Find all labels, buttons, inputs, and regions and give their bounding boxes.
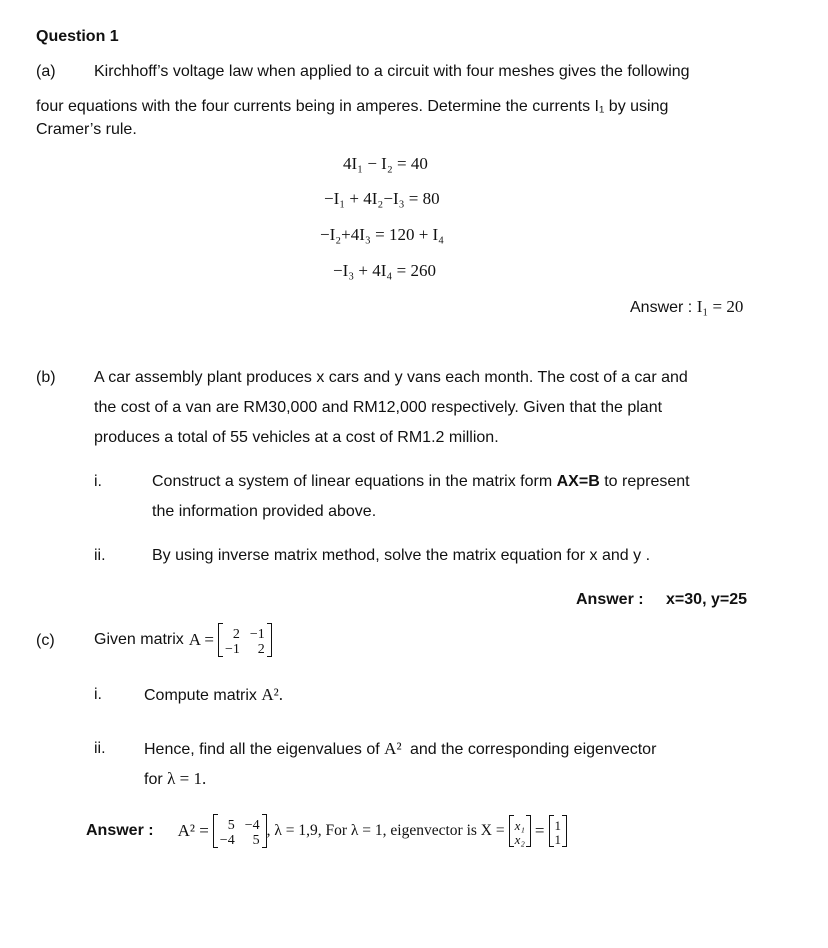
part-a-line1: Kirchhoff’s voltage law when applied to a circuit with four meshes gives the following bbox=[94, 63, 690, 80]
part-c-item-ii-line2 bbox=[144, 769, 206, 789]
part-b-item-i-line1 bbox=[152, 472, 690, 491]
matrix-a-cell: 2 bbox=[232, 626, 240, 642]
part-c-answer bbox=[86, 810, 567, 852]
part-a-answer-label: Answer : bbox=[630, 299, 693, 316]
part-c-item-ii-line2-math: λ = 1. bbox=[167, 769, 207, 788]
answer-matrix bbox=[213, 814, 267, 848]
part-b-line1: A car assembly plant produces x cars and y vans each month. The cost of a car and bbox=[94, 369, 688, 386]
part-c-item-i-math: A². bbox=[261, 685, 283, 704]
part-c-item-ii-post: and the corresponding eigenvector bbox=[410, 741, 657, 758]
part-c-item-i-words: Compute matrix bbox=[144, 687, 257, 704]
part-c-label: (c) bbox=[36, 632, 55, 649]
answer-vector-x bbox=[509, 815, 531, 846]
answer-matrix-cell: 5 bbox=[227, 817, 235, 833]
part-c-item-ii-line1 bbox=[144, 739, 656, 759]
answer-matrix-cell: −4 bbox=[244, 817, 260, 833]
part-b-line2: the cost of a van are RM30,000 and RM12,000 respectively. Given that the plant bbox=[94, 399, 663, 416]
equation-3: −I₂+4I₃ = 120 + I₄ bbox=[320, 225, 445, 244]
equation-4: −I₃ + 4I₄ = 260 bbox=[333, 261, 436, 280]
part-c-given-lhs: A = bbox=[188, 629, 214, 649]
part-a-label: (a) bbox=[36, 63, 56, 80]
part-b-item-i-post: to represent bbox=[604, 473, 690, 490]
part-c-item-i-text bbox=[144, 685, 283, 705]
part-c-given-text: Given matrix bbox=[94, 631, 184, 649]
part-c-given bbox=[94, 620, 272, 660]
answer-vector-ones-cell: 1 bbox=[554, 832, 561, 847]
matrix-a-cell: −1 bbox=[224, 641, 240, 657]
part-b-item-ii-label: ii. bbox=[94, 547, 106, 564]
answer-vector-x-cell: x₂ bbox=[514, 832, 525, 847]
part-c-answer-eq: = bbox=[534, 820, 545, 840]
answer-vector-ones-cell: 1 bbox=[554, 818, 561, 834]
part-c-item-ii-math: A² bbox=[384, 739, 402, 758]
part-c-item-ii-line2-pre: for bbox=[144, 771, 163, 788]
answer-matrix-cell: 5 bbox=[252, 832, 260, 848]
matrix-a-cell: −1 bbox=[249, 626, 265, 642]
part-b-answer-label: Answer : bbox=[576, 591, 644, 608]
part-b-label: (b) bbox=[36, 369, 56, 386]
part-c-answer-lhs: A² = bbox=[177, 820, 209, 840]
answer-vector-ones bbox=[549, 815, 568, 846]
part-a-answer bbox=[630, 297, 743, 317]
question-title: Question 1 bbox=[36, 28, 119, 45]
part-a-line3: Cramer’s rule. bbox=[36, 121, 137, 138]
part-c-item-ii-pre: Hence, find all the eigenvalues of bbox=[144, 741, 380, 758]
part-b-answer bbox=[576, 590, 747, 609]
part-b-item-i-bold: AX=B bbox=[556, 473, 600, 490]
answer-vector-x-cell: x₁ bbox=[514, 818, 525, 834]
part-c-item-ii-label: ii. bbox=[94, 740, 106, 757]
matrix-a-cell: 2 bbox=[257, 641, 265, 657]
part-c-answer-mid: , λ = 1,9, For λ = 1, eigenvector is X = bbox=[266, 821, 505, 839]
matrix-a bbox=[218, 623, 272, 657]
part-a-line2: four equations with the four currents being in amperes. Determine the currents I₁ by using bbox=[36, 98, 669, 115]
part-b-item-i-label: i. bbox=[94, 473, 102, 490]
part-c-item-i-label: i. bbox=[94, 686, 102, 703]
part-b-item-i-line2: the information provided above. bbox=[152, 503, 377, 520]
answer-matrix-cell: −4 bbox=[219, 832, 235, 848]
part-c-answer-label: Answer : bbox=[86, 822, 154, 840]
part-b-item-i-pre: Construct a system of linear equations in the matrix form bbox=[152, 473, 553, 490]
equation-1: 4I₁ − I₂ = 40 bbox=[343, 154, 428, 173]
part-b-item-ii-text: By using inverse matrix method, solve the matrix equation for x and y . bbox=[152, 547, 651, 564]
part-a-answer-value: I₁ = 20 bbox=[696, 297, 744, 316]
equation-2: −I₁ + 4I₂−I₃ = 80 bbox=[324, 189, 440, 208]
part-b-line3: produces a total of 55 vehicles at a cost of RM1.2 million. bbox=[94, 429, 499, 446]
part-b-answer-value: x=30, y=25 bbox=[666, 591, 747, 608]
